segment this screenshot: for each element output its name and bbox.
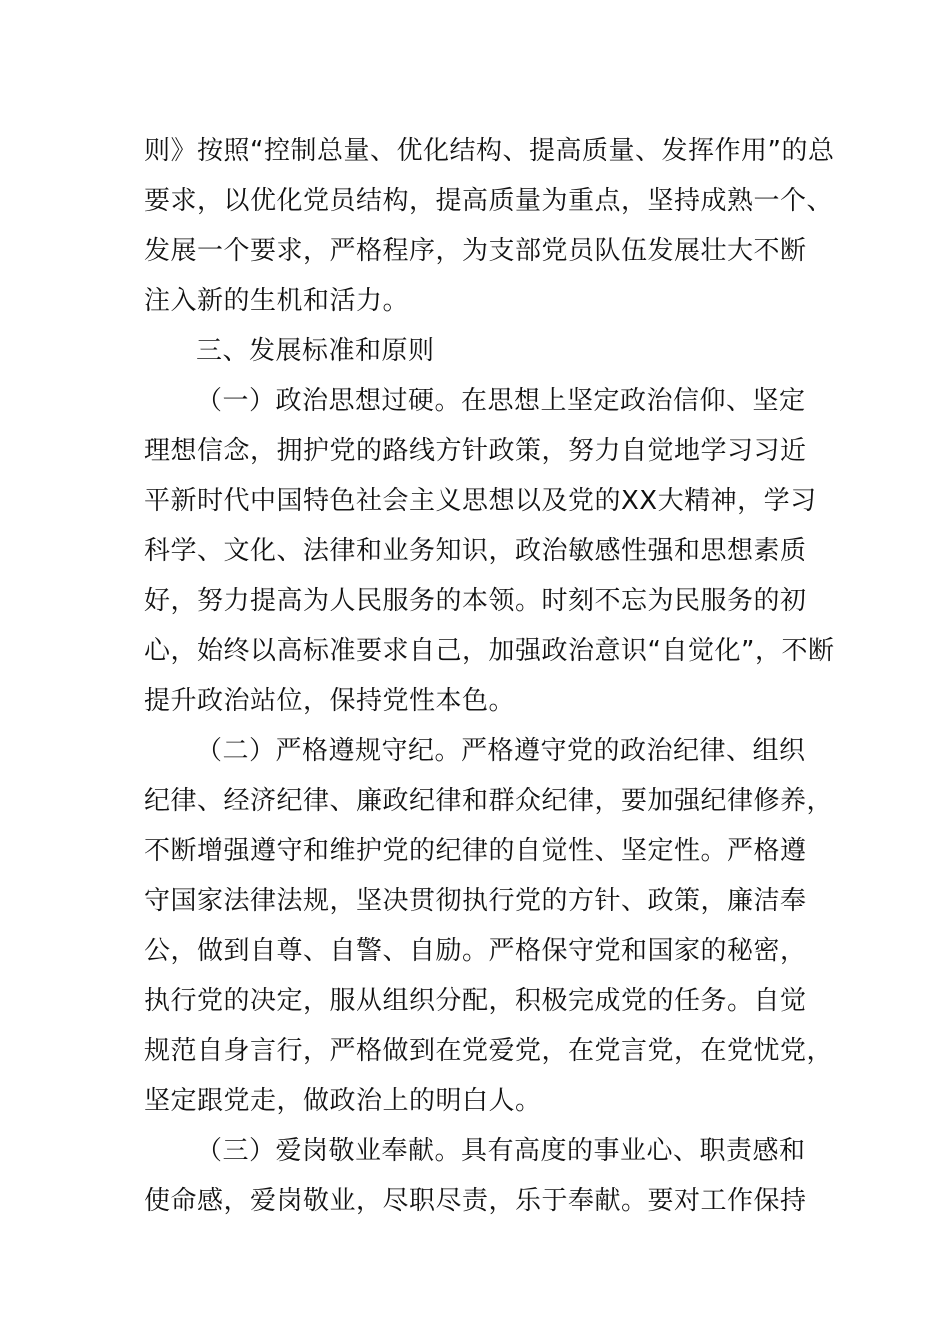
body-text-line: 使命感，爱岗敬业，尽职尽责，乐于奉献。要对工作保持 xyxy=(144,1186,807,1216)
body-text-line: 平新时代中国特色社会主义思想以及党的XX大精神，学习 xyxy=(144,486,817,516)
body-text-line: 注入新的生机和活力。 xyxy=(144,286,410,316)
body-text-line: 心，始终以高标准要求自己，加强政治意识“自觉化”，不断 xyxy=(144,636,835,666)
body-text-line: 守国家法律法规，坚决贯彻执行党的方针、政策，廉洁奉 xyxy=(144,886,807,916)
body-text-line: 提升政治站位，保持党性本色。 xyxy=(144,686,516,716)
body-text-line: 发展一个要求，严格程序，为支部党员队伍发展壮大不断 xyxy=(144,236,807,266)
subsection-heading-line: （一）政治思想过硬。在思想上坚定政治信仰、坚定 xyxy=(196,386,806,416)
body-text-line: 坚定跟党走，做政治上的明白人。 xyxy=(144,1086,542,1116)
body-text-line: 不断增强遵守和维护党的纪律的自觉性、坚定性。严格遵 xyxy=(144,836,807,866)
body-text-line: 纪律、经济纪律、廉政纪律和群众纪律，要加强纪律修养， xyxy=(144,786,834,816)
body-text-line: 执行党的决定，服从组织分配，积极完成党的任务。自觉 xyxy=(144,986,807,1016)
body-text-line: 好，努力提高为人民服务的本领。时刻不忘为民服务的初 xyxy=(144,586,807,616)
body-text-line: 科学、文化、法律和业务知识，政治敏感性强和思想素质 xyxy=(144,536,807,566)
subsection-heading-line: （三）爱岗敬业奉献。具有高度的事业心、职责感和 xyxy=(196,1136,806,1166)
body-text-line: 则》按照“控制总量、优化结构、提高质量、发挥作用”的总 xyxy=(144,136,835,166)
body-text-line: 规范自身言行，严格做到在党爱党，在党言党，在党忧党， xyxy=(144,1036,834,1066)
subsection-heading-line: （二）严格遵规守纪。严格遵守党的政治纪律、组织 xyxy=(196,736,806,766)
section-heading: 三、发展标准和原则 xyxy=(196,336,435,366)
body-text-line: 要求，以优化党员结构，提高质量为重点，坚持成熟一个、 xyxy=(144,186,834,216)
body-text-line: 理想信念，拥护党的路线方针政策，努力自觉地学习习近 xyxy=(144,436,807,466)
body-text-line: 公，做到自尊、自警、自励。严格保守党和国家的秘密， xyxy=(144,936,807,966)
